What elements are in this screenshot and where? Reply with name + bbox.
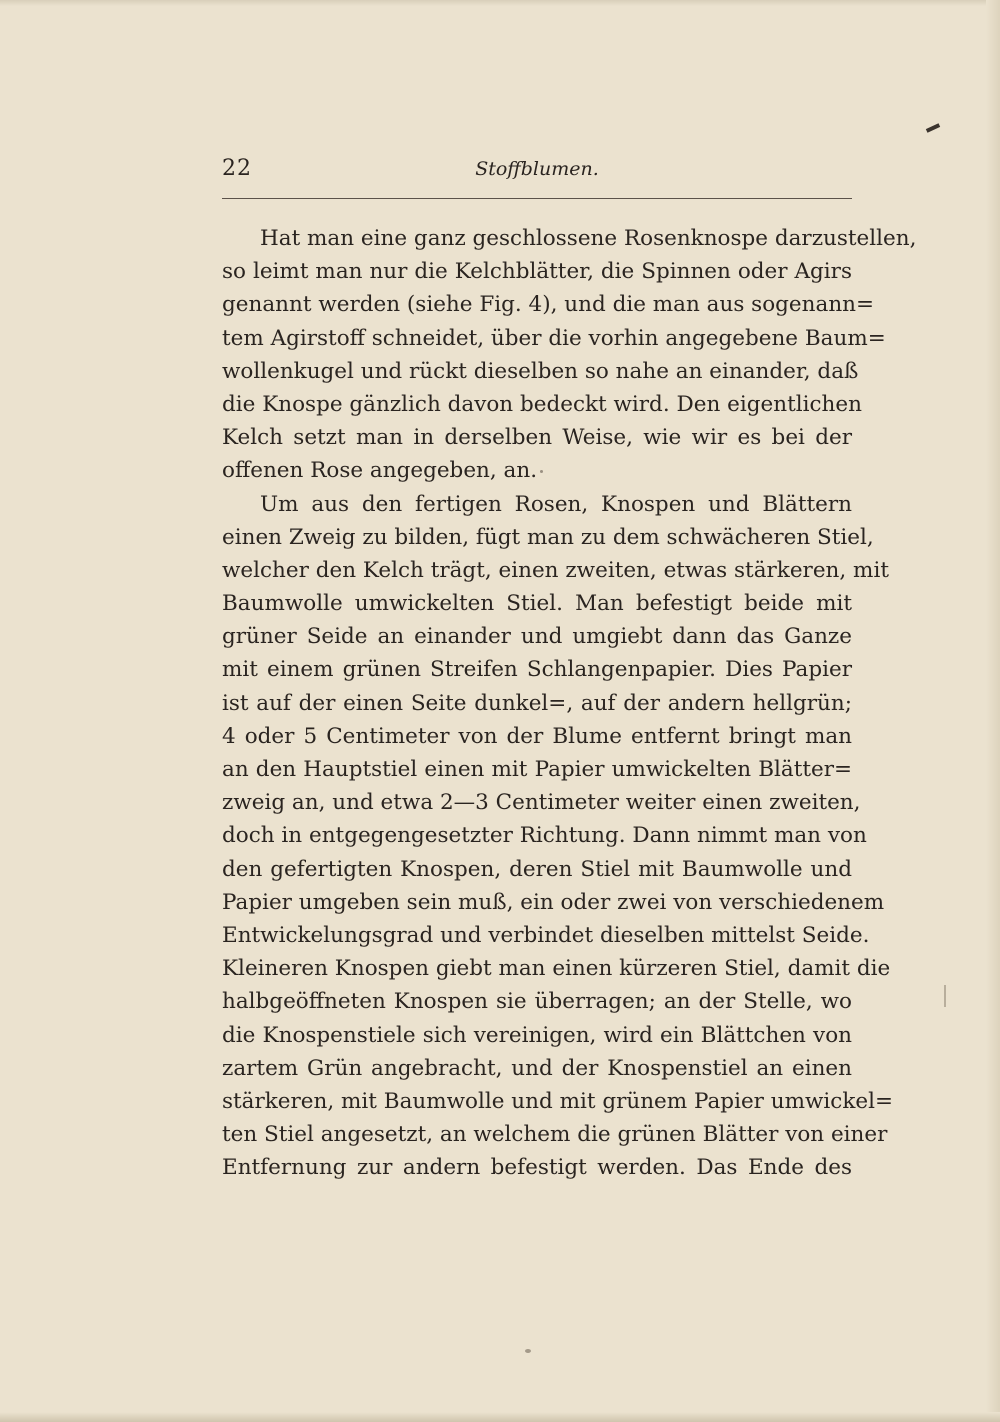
text-line: Kleineren Knospen giebt man einen kürzeren Stiel, damit die bbox=[222, 956, 891, 982]
running-title: Stoffblumen. bbox=[475, 158, 599, 180]
paper-mark bbox=[944, 985, 946, 1007]
text-line: Papier umgeben sein muß, ein oder zwei von verschiedenem bbox=[222, 889, 885, 915]
text-line: Um aus den fertigen Rosen, Knospen und Blättern bbox=[260, 491, 852, 517]
page-edge-bottom bbox=[0, 1412, 1000, 1422]
page-number: 22 bbox=[222, 156, 252, 181]
paper-speck bbox=[525, 1349, 531, 1353]
text-line: 4 oder 5 Centimeter von der Blume entfernt bringt man bbox=[222, 723, 852, 749]
text-line: grüner Seide an einander und umgiebt dann das Ganze bbox=[222, 624, 852, 650]
text-line: zweig an, und etwa 2—3 Centimeter weiter einen zweiten, bbox=[222, 790, 861, 816]
text-line: offenen Rose angegeben, an. bbox=[222, 458, 538, 484]
text-line: genannt werden (siehe Fig. 4), und die man aus sogenann= bbox=[222, 292, 875, 318]
text-line: zartem Grün angebracht, und der Knospenstiel an einen bbox=[222, 1055, 852, 1081]
text-line: Entwickelungsgrad und verbindet dieselben mittelst Seide. bbox=[222, 922, 870, 948]
text-line: an den Hauptstiel einen mit Papier umwickelten Blätter= bbox=[222, 757, 852, 782]
text-line: Baumwolle umwickelten Stiel. Man befestigt beide mit bbox=[222, 591, 852, 617]
text-line: ist auf der einen Seite dunkel=, auf der andern hellgrün; bbox=[222, 690, 852, 716]
text-line: Entfernung zur andern befestigt werden. Das Ende des bbox=[222, 1155, 852, 1181]
body-text bbox=[222, 222, 917, 1184]
text-line: die Knospe gänzlich davon bedeckt wird. Den eigentlichen bbox=[222, 391, 862, 417]
text-line: doch in entgegengesetzter Richtung. Dann nimmt man von bbox=[222, 823, 867, 849]
text-line: stärkeren, mit Baumwolle und mit grünem Papier umwickel= bbox=[222, 1088, 893, 1114]
text-line: Kelch setzt man in derselben Weise, wie wir es bei der bbox=[222, 425, 852, 451]
page-edge-right bbox=[986, 0, 1000, 1422]
text-line: einen Zweig zu bilden, fügt man zu dem schwächeren Stiel, bbox=[222, 524, 874, 550]
text-line: Hat man eine ganz geschlossene Rosenknospe darzustellen, bbox=[260, 226, 917, 251]
text-line: so leimt man nur die Kelchblätter, die Spinnen oder Agirs bbox=[222, 259, 852, 285]
text-line: die Knospenstiele sich vereinigen, wird ein Blättchen von bbox=[222, 1022, 852, 1048]
header-rule bbox=[222, 198, 852, 199]
running-header bbox=[222, 152, 852, 186]
page-edge-top bbox=[0, 0, 1000, 6]
text-line: mit einem grünen Streifen Schlangenpapier. Dies Papier bbox=[222, 657, 852, 683]
text-line: welcher den Kelch trägt, einen zweiten, etwas stärkeren, mit bbox=[222, 557, 889, 583]
text-line: ten Stiel angesetzt, an welchem die grünen Blätter von einer bbox=[222, 1122, 888, 1148]
text-line: den gefertigten Knospen, deren Stiel mit Baumwolle und bbox=[222, 856, 852, 882]
text-line: tem Agirstoff schneidet, über die vorhin angegebene Baum= bbox=[222, 325, 886, 351]
paper-speck bbox=[540, 470, 543, 473]
text-line: wollenkugel und rückt dieselben so nahe an einander, daß bbox=[222, 358, 859, 384]
paper-mark bbox=[926, 123, 940, 133]
text-line: halbgeöffneten Knospen sie überragen; an der Stelle, wo bbox=[222, 989, 852, 1015]
